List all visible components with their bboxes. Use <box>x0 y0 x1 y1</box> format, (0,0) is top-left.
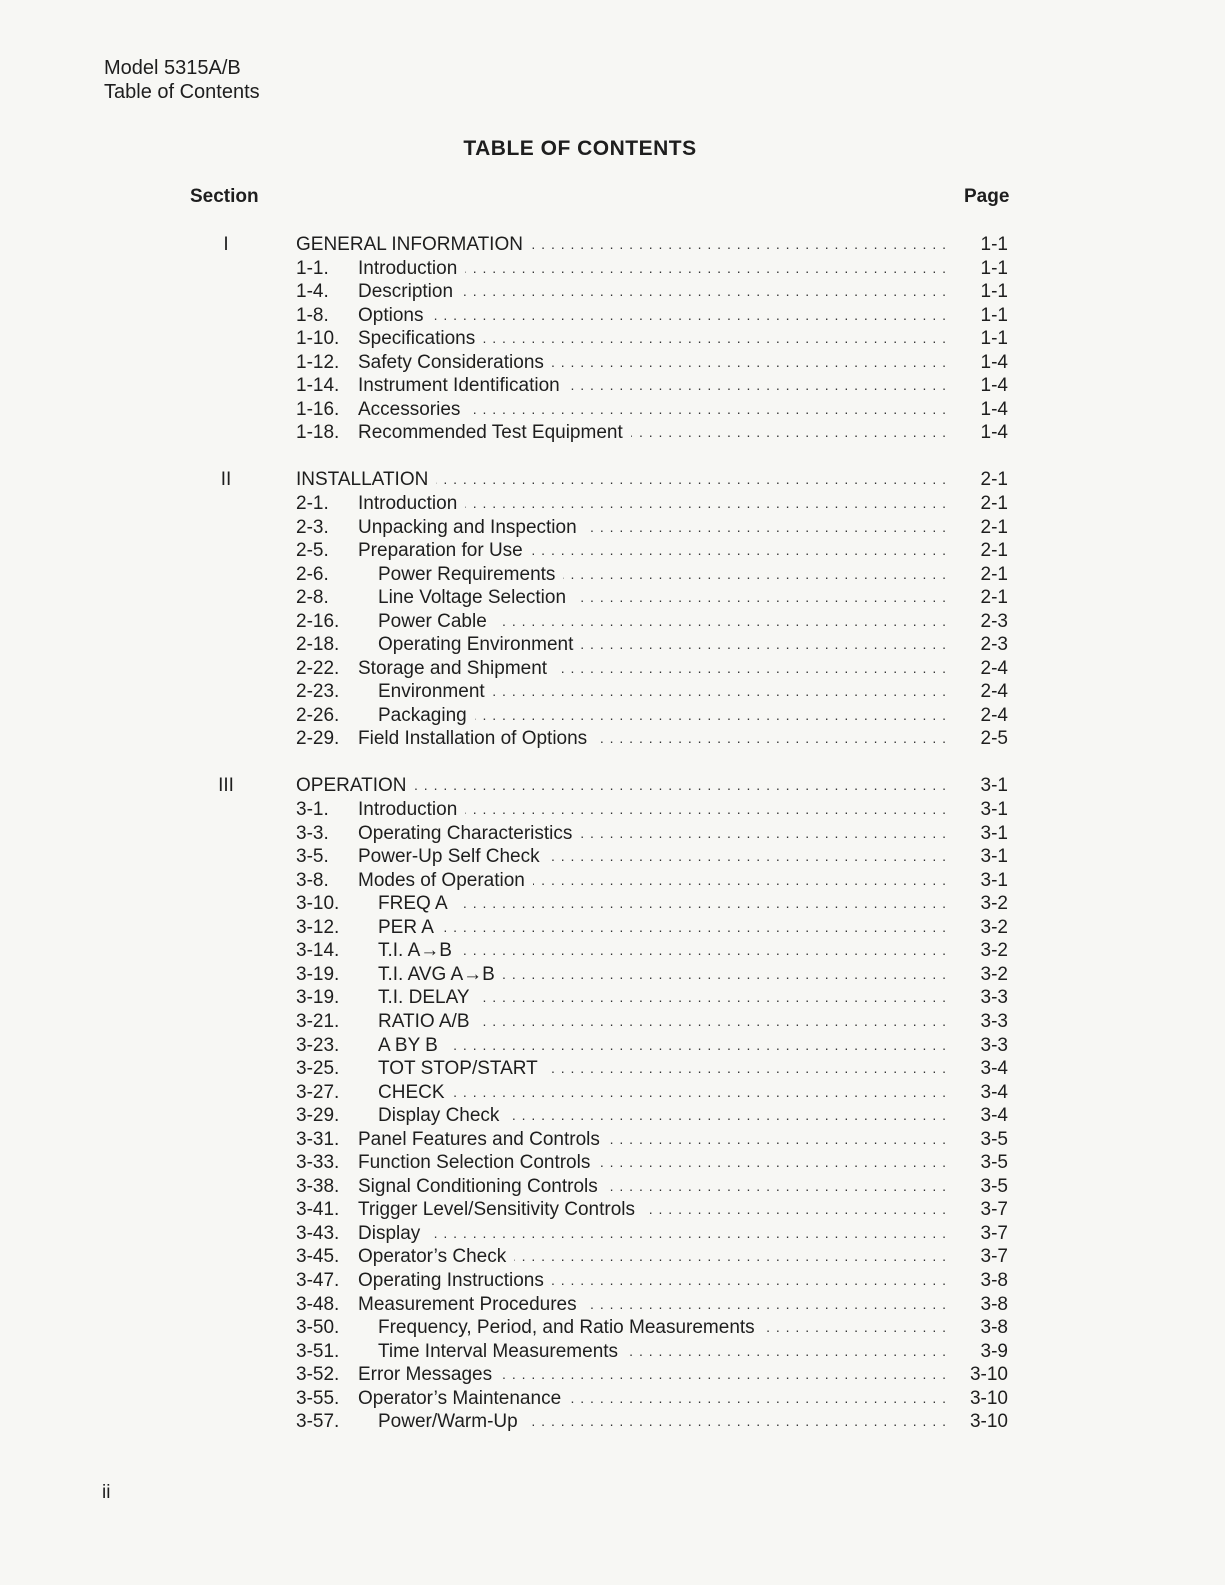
entry-page: 1-1 <box>980 281 1008 303</box>
entry-title: Instrument Identification . . . <box>358 374 947 398</box>
entry-number: 2-16. <box>296 610 340 632</box>
entry-number: 3-29. <box>296 1105 340 1127</box>
entry-page: 3-3 <box>980 1010 1008 1032</box>
entry-number: 3-38. <box>296 1175 340 1197</box>
toc-entry[interactable] <box>0 704 1225 728</box>
entry-page: 3-2 <box>980 893 1008 915</box>
entry-title: Power Cable . . . <box>378 610 947 634</box>
entry-page: 2-4 <box>980 657 1008 679</box>
entry-title: T.I. AVG A→B . . . <box>378 963 947 987</box>
entry-number: 1-1. <box>296 257 329 279</box>
entry-page: 3-10 <box>969 1411 1008 1433</box>
entry-title: Field Installation of Options . . . <box>358 727 947 751</box>
entry-page: 3-1 <box>980 822 1008 844</box>
entry-title: Unpacking and Inspection . . . <box>358 516 947 540</box>
section-title: INSTALLATION . . . <box>296 468 947 492</box>
entry-page: 2-5 <box>980 728 1008 750</box>
entry-page: 1-4 <box>980 351 1008 373</box>
page-column-header: Page <box>964 186 1010 207</box>
toc-entry[interactable] <box>0 1293 1225 1317</box>
entry-page: 3-10 <box>969 1364 1008 1386</box>
entry-title: Recommended Test Equipment . . . <box>358 421 947 445</box>
entry-number: 3-5. <box>296 846 329 868</box>
toc-entry[interactable] <box>0 1081 1225 1105</box>
toc-entry[interactable] <box>0 633 1225 657</box>
entry-page: 2-1 <box>980 587 1008 609</box>
entry-number: 3-31. <box>296 1128 340 1150</box>
toc-entry[interactable] <box>0 1198 1225 1222</box>
entry-number: 2-3. <box>296 516 329 538</box>
entry-page: 3-5 <box>980 1152 1008 1174</box>
entry-page: 1-4 <box>980 422 1008 444</box>
toc-entry[interactable] <box>0 257 1225 281</box>
toc-entry[interactable] <box>0 680 1225 704</box>
toc-entry[interactable] <box>0 1010 1225 1034</box>
entry-page: 3-1 <box>980 869 1008 891</box>
entry-title: Specifications . . . <box>358 327 947 351</box>
header-subtitle: Table of Contents <box>104 81 260 103</box>
entry-number: 3-12. <box>296 916 340 938</box>
toc-entry[interactable] <box>0 1340 1225 1364</box>
toc-entry[interactable] <box>0 563 1225 587</box>
toc-entry[interactable] <box>0 280 1225 304</box>
entry-title: Measurement Procedures . . . <box>358 1293 947 1317</box>
toc-entry[interactable] <box>0 939 1225 963</box>
section-numeral: I <box>223 234 229 255</box>
page-number: ii <box>102 1482 111 1503</box>
entry-page: 3-4 <box>980 1058 1008 1080</box>
toc-entry[interactable] <box>0 1128 1225 1152</box>
entry-title: Storage and Shipment . . . <box>358 657 947 681</box>
toc-section <box>0 468 1225 751</box>
toc-entry[interactable] <box>0 1245 1225 1269</box>
toc-entry[interactable] <box>0 327 1225 351</box>
toc-entry[interactable] <box>0 421 1225 445</box>
toc-entry[interactable] <box>0 727 1225 751</box>
toc-entry[interactable] <box>0 986 1225 1010</box>
toc-entry[interactable] <box>0 657 1225 681</box>
entry-title: Error Messages . . . <box>358 1363 947 1387</box>
section-title: GENERAL INFORMATION . . . <box>296 233 947 257</box>
entry-page: 3-3 <box>980 1034 1008 1056</box>
entry-title: Options . . . <box>358 304 947 328</box>
entry-page: 2-1 <box>980 492 1008 514</box>
running-header <box>104 56 260 104</box>
entry-number: 3-52. <box>296 1364 340 1386</box>
entry-number: 2-5. <box>296 540 329 562</box>
toc-entry[interactable] <box>0 539 1225 563</box>
entry-number: 3-45. <box>296 1246 340 1268</box>
toc-section-heading[interactable] <box>0 774 1225 798</box>
entry-number: 1-16. <box>296 398 340 420</box>
toc-entry[interactable] <box>0 916 1225 940</box>
entry-title: T.I. DELAY . . . <box>378 986 947 1010</box>
entry-page: 2-3 <box>980 610 1008 632</box>
entry-number: 3-23. <box>296 1034 340 1056</box>
entry-page: 1-1 <box>980 328 1008 350</box>
entry-page: 1-1 <box>980 304 1008 326</box>
toc-entry[interactable] <box>0 1316 1225 1340</box>
toc-entry[interactable] <box>0 822 1225 846</box>
entry-number: 2-8. <box>296 587 329 609</box>
entry-title: Environment . . . <box>378 680 947 704</box>
toc-entry[interactable] <box>0 1034 1225 1058</box>
entry-page: 3-2 <box>980 940 1008 962</box>
entry-page: 3-1 <box>980 846 1008 868</box>
toc-entry[interactable] <box>0 1104 1225 1128</box>
entry-page: 3-1 <box>980 799 1008 821</box>
section-page: 2-1 <box>980 469 1008 491</box>
entry-title: Trigger Level/Sensitivity Controls . . . <box>358 1198 947 1222</box>
entry-page: 3-7 <box>980 1199 1008 1221</box>
entry-number: 3-25. <box>296 1058 340 1080</box>
toc-entry[interactable] <box>0 610 1225 634</box>
entry-title: Accessories . . . <box>358 398 947 422</box>
entry-page: 3-2 <box>980 963 1008 985</box>
entry-title: A BY B . . . <box>378 1034 947 1058</box>
entry-page: 3-8 <box>980 1293 1008 1315</box>
entry-number: 1-4. <box>296 281 329 303</box>
toc-section-heading[interactable] <box>0 468 1225 492</box>
entry-title: Line Voltage Selection . . . <box>378 586 947 610</box>
toc-entry[interactable] <box>0 1363 1225 1387</box>
entry-title: Operator’s Maintenance . . . <box>358 1387 947 1411</box>
entry-number: 1-12. <box>296 351 340 373</box>
entry-title: Safety Considerations . . . <box>358 351 947 375</box>
entry-page: 3-7 <box>980 1222 1008 1244</box>
toc-entry[interactable] <box>0 1175 1225 1199</box>
entry-title: FREQ A . . . <box>378 892 947 916</box>
toc-entry[interactable] <box>0 892 1225 916</box>
toc-entry[interactable] <box>0 1410 1225 1434</box>
entry-number: 3-1. <box>296 799 329 821</box>
entry-page: 1-4 <box>980 375 1008 397</box>
toc-entry[interactable] <box>0 304 1225 328</box>
entry-page: 3-5 <box>980 1175 1008 1197</box>
section-page: 1-1 <box>980 234 1008 255</box>
entry-number: 3-3. <box>296 822 329 844</box>
toc-entry[interactable] <box>0 351 1225 375</box>
entry-number: 3-57. <box>296 1411 340 1433</box>
entry-page: 3-5 <box>980 1128 1008 1150</box>
entry-title: Operating Characteristics . . . <box>358 822 947 846</box>
toc-entry[interactable] <box>0 963 1225 987</box>
section-numeral: II <box>220 469 232 491</box>
toc-entry[interactable] <box>0 845 1225 869</box>
entry-number: 2-6. <box>296 563 329 585</box>
entry-page: 3-4 <box>980 1081 1008 1103</box>
entry-number: 2-26. <box>296 704 340 726</box>
section-title: OPERATION . . . <box>296 774 947 798</box>
toc-entry[interactable] <box>0 586 1225 610</box>
toc-entry[interactable] <box>0 492 1225 516</box>
entry-number: 3-55. <box>296 1387 340 1409</box>
section-page: 3-1 <box>980 775 1008 797</box>
entry-number: 3-43. <box>296 1222 340 1244</box>
entry-page: 2-1 <box>980 540 1008 562</box>
header-model: Model 5315A/B <box>104 57 241 79</box>
entry-title: Operating Instructions . . . <box>358 1269 947 1293</box>
entry-number: 3-48. <box>296 1293 340 1315</box>
entry-number: 3-19. <box>296 963 340 985</box>
entry-number: 2-23. <box>296 681 340 703</box>
toc-entry[interactable] <box>0 869 1225 893</box>
toc-entry[interactable] <box>0 1387 1225 1411</box>
toc-entry[interactable] <box>0 1222 1225 1246</box>
entry-page: 1-4 <box>980 398 1008 420</box>
entry-number: 3-47. <box>296 1269 340 1291</box>
toc-entry[interactable] <box>0 1057 1225 1081</box>
entry-number: 3-10. <box>296 893 340 915</box>
entry-page: 3-10 <box>969 1387 1008 1409</box>
entry-title: Operator’s Check . . . <box>358 1245 947 1269</box>
entry-number: 2-18. <box>296 634 340 656</box>
entry-number: 1-10. <box>296 328 340 350</box>
entry-page: 3-8 <box>980 1317 1008 1339</box>
page-title: TABLE OF CONTENTS <box>463 137 697 160</box>
entry-title: Display . . . <box>358 1222 947 1246</box>
entry-page: 3-4 <box>980 1105 1008 1127</box>
entry-page: 2-1 <box>980 563 1008 585</box>
entry-title: Packaging . . . <box>378 704 947 728</box>
toc-list <box>0 233 1225 1457</box>
toc-entry[interactable] <box>0 798 1225 822</box>
entry-number: 3-33. <box>296 1152 340 1174</box>
toc-section <box>0 774 1225 1433</box>
entry-number: 3-41. <box>296 1199 340 1221</box>
entry-title: Function Selection Controls . . . <box>358 1151 947 1175</box>
toc-entry[interactable] <box>0 374 1225 398</box>
entry-title: Frequency, Period, and Ratio Measurements . . . <box>378 1316 947 1340</box>
entry-number: 1-14. <box>296 375 340 397</box>
toc-section-heading[interactable] <box>0 233 1225 257</box>
entry-title: Description . . . <box>358 280 947 304</box>
entry-number: 3-14. <box>296 940 340 962</box>
entry-page: 3-3 <box>980 987 1008 1009</box>
entry-page: 1-1 <box>980 257 1008 279</box>
entry-title: Power Requirements . . . <box>378 563 947 587</box>
entry-number: 3-27. <box>296 1081 340 1103</box>
entry-title: Introduction . . . <box>358 798 947 822</box>
entry-title: Modes of Operation . . . <box>358 869 947 893</box>
entry-title: Introduction . . . <box>358 492 947 516</box>
entry-title: Display Check . . . <box>378 1104 947 1128</box>
entry-title: Time Interval Measurements . . . <box>378 1340 947 1364</box>
section-column-header: Section <box>190 186 259 207</box>
entry-number: 2-22. <box>296 657 340 679</box>
entry-number: 3-21. <box>296 1010 340 1032</box>
toc-entry[interactable] <box>0 1151 1225 1175</box>
entry-title: Operating Environment . . . <box>378 633 947 657</box>
entry-number: 3-50. <box>296 1317 340 1339</box>
toc-entry[interactable] <box>0 516 1225 540</box>
toc-entry[interactable] <box>0 1269 1225 1293</box>
entry-page: 3-2 <box>980 916 1008 938</box>
toc-entry[interactable] <box>0 398 1225 422</box>
entry-number: 1-18. <box>296 422 340 444</box>
toc-section <box>0 233 1225 445</box>
entry-page: 2-4 <box>980 681 1008 703</box>
entry-title: TOT STOP/START . . . <box>378 1057 947 1081</box>
entry-number: 2-1. <box>296 492 329 514</box>
entry-number: 3-8. <box>296 869 329 891</box>
entry-page: 2-3 <box>980 634 1008 656</box>
entry-page: 2-4 <box>980 704 1008 726</box>
entry-number: 1-8. <box>296 304 329 326</box>
entry-title: Preparation for Use . . . <box>358 539 947 563</box>
entry-page: 3-9 <box>980 1340 1008 1362</box>
entry-title: Power-Up Self Check . . . <box>358 845 947 869</box>
section-numeral: III <box>218 775 234 797</box>
entry-title: Signal Conditioning Controls . . . <box>358 1175 947 1199</box>
entry-number: 2-29. <box>296 728 340 750</box>
entry-page: 3-8 <box>980 1269 1008 1291</box>
entry-title: Introduction . . . <box>358 257 947 281</box>
entry-page: 2-1 <box>980 516 1008 538</box>
entry-number: 3-51. <box>296 1340 340 1362</box>
entry-title: CHECK . . . <box>378 1081 947 1105</box>
entry-title: Panel Features and Controls . . . <box>358 1128 947 1152</box>
entry-number: 3-19. <box>296 987 340 1009</box>
entry-page: 3-7 <box>980 1246 1008 1268</box>
entry-title: Power/Warm-Up . . . <box>378 1410 947 1434</box>
entry-title: RATIO A/B . . . <box>378 1010 947 1034</box>
entry-title: T.I. A→B . . . <box>378 939 947 963</box>
entry-title: PER A . . . <box>378 916 947 940</box>
